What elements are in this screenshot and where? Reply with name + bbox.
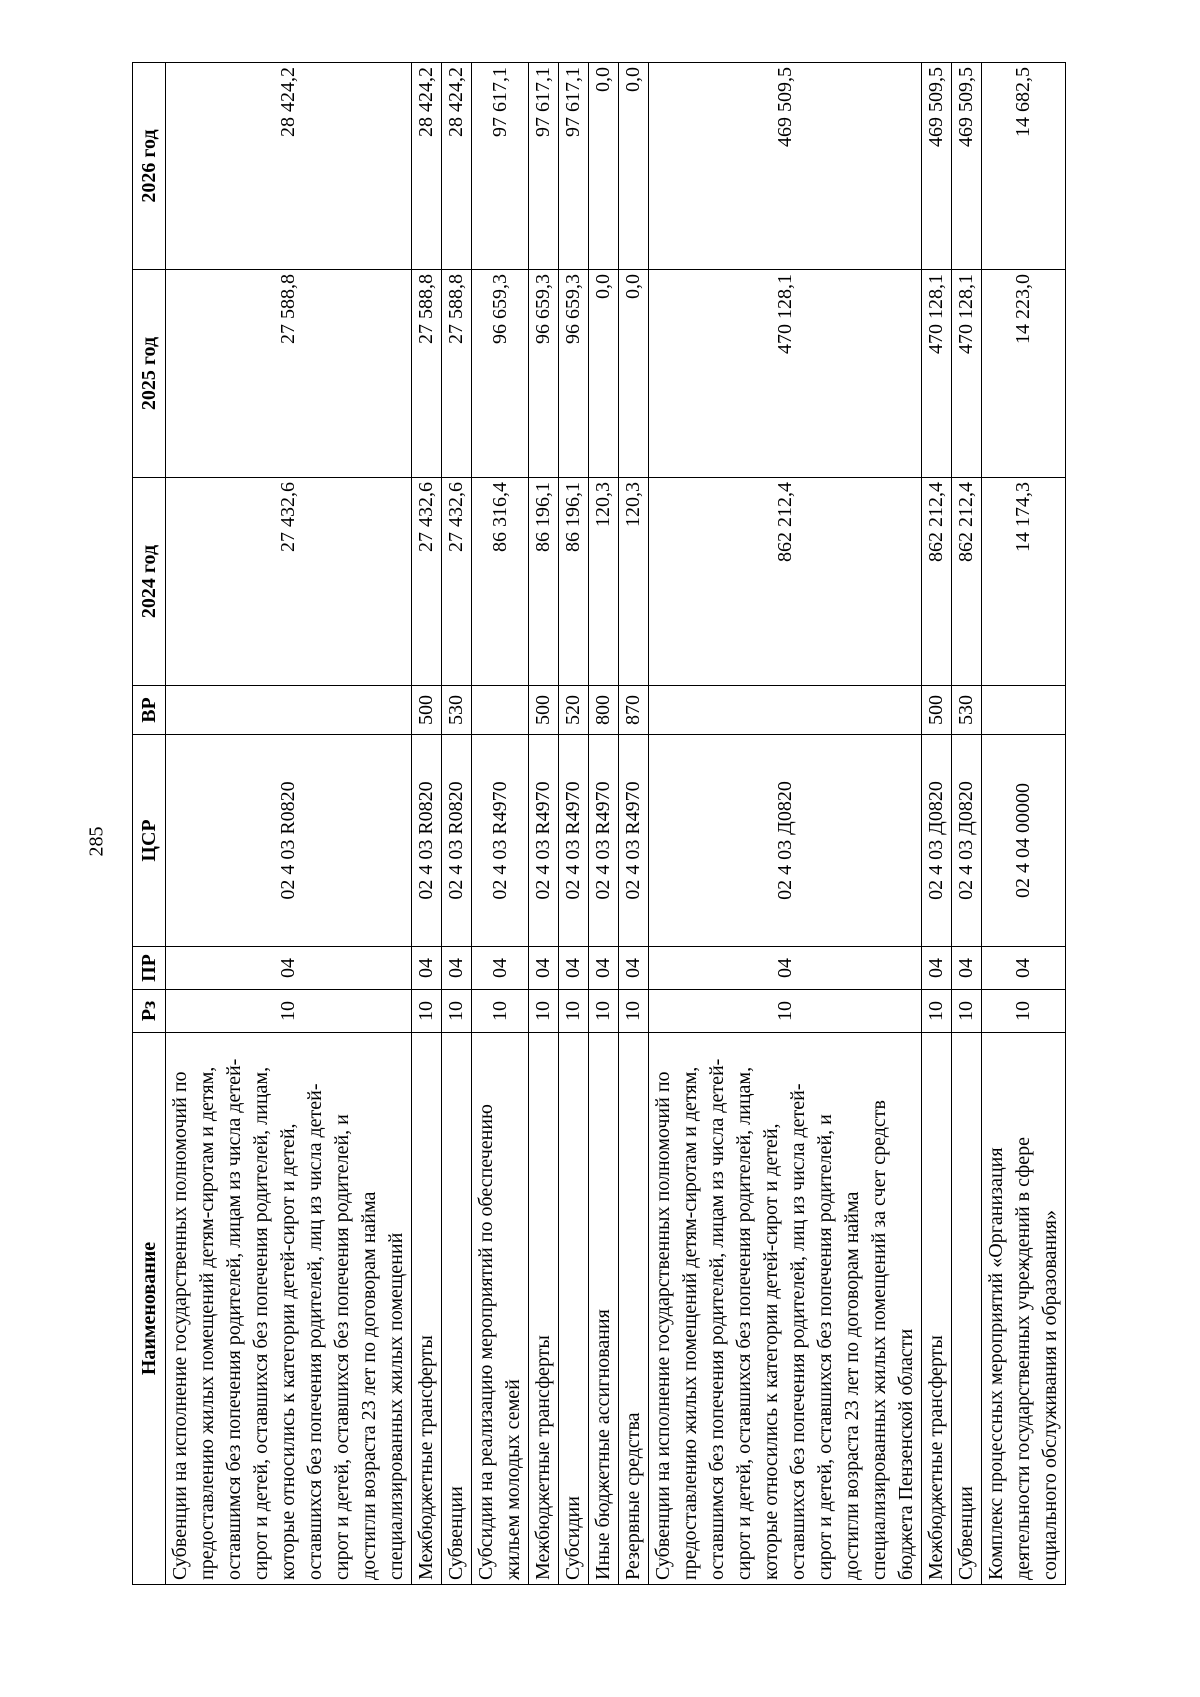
cell-rz: 10: [619, 990, 649, 1033]
cell-2025: 96 659,3: [529, 270, 559, 478]
cell-name: Субвенции: [952, 1033, 982, 1585]
cell-vr: 870: [619, 686, 649, 735]
cell-2025: 14 223,0: [982, 270, 1066, 478]
cell-2025: 470 128,1: [952, 270, 982, 478]
cell-pr: 04: [589, 947, 619, 990]
cell-2025: 470 128,1: [922, 270, 952, 478]
cell-csr: 02 4 03 R4970: [529, 735, 559, 947]
table-row: [922, 63, 952, 1585]
cell-2026: 28 424,2: [442, 63, 472, 270]
cell-vr: 520: [559, 686, 589, 735]
table-row: [529, 63, 559, 1585]
header-rz: Рз: [133, 990, 166, 1033]
cell-csr: 02 4 03 R0820: [442, 735, 472, 947]
cell-2024: 27 432,6: [442, 478, 472, 686]
cell-name: Субсидии на реализацию мероприятий по обеспечению жильем молодых семей: [472, 1033, 529, 1585]
cell-rz: 10: [559, 990, 589, 1033]
table-row: [589, 63, 619, 1585]
cell-name: Субвенции на исполнение государственных полномочий по предоставлению жилых помещений детям-сиротам и детям, оставшимся без попечения родителей, лицам из числа детей-сирот и детей, оставшихся без попечения родителей, лицам, которые относились к категории детей-сирот и детей, оставшихся без попечения родителей, лиц из числа детей-сирот и детей, оставшихся без попечения родителей, и достигли возраста 23 лет по договорам найма специализированных жилых помещений: [166, 1033, 412, 1585]
cell-2024: 862 212,4: [952, 478, 982, 686]
table-row: [166, 63, 412, 1585]
cell-csr: 02 4 03 Д0820: [952, 735, 982, 947]
cell-pr: 04: [649, 947, 922, 990]
cell-vr: 530: [952, 686, 982, 735]
budget-table: [132, 62, 1066, 1585]
page-number: 285: [85, 826, 108, 857]
rotated-page-content: [132, 63, 1070, 1585]
cell-name: Субвенции на исполнение государственных полномочий по предоставлению жилых помещений детям-сиротам и детям, оставшимся без попечения родителей, лицам из числа детей-сирот и детей, оставшихся без попечения родителей, лицам, которые относились к категории детей-сирот и детей, оставшихся без попечения родителей, лиц из числа детей-сирот и детей, оставшихся без попечения родителей, и достигли возраста 23 лет по договорам найма специализированных жилых помещений за счет средств бюджета Пензенской области: [649, 1033, 922, 1585]
cell-csr: 02 4 04 00000: [982, 735, 1066, 947]
header-name: Наименование: [133, 1033, 166, 1585]
cell-rz: 10: [442, 990, 472, 1033]
cell-name: Межбюджетные трансферты: [922, 1033, 952, 1585]
cell-2026: 97 617,1: [529, 63, 559, 270]
cell-2026: 97 617,1: [559, 63, 589, 270]
cell-2024: 27 432,6: [166, 478, 412, 686]
cell-2025: 470 128,1: [649, 270, 922, 478]
cell-pr: 04: [412, 947, 442, 990]
cell-rz: 10: [649, 990, 922, 1033]
table-row: [952, 63, 982, 1585]
cell-2025: 27 588,8: [412, 270, 442, 478]
cell-vr: [649, 686, 922, 735]
cell-rz: 10: [589, 990, 619, 1033]
cell-2025: 96 659,3: [559, 270, 589, 478]
table-row: [982, 63, 1066, 1585]
cell-csr: 02 4 03 R0820: [412, 735, 442, 947]
cell-pr: 04: [166, 947, 412, 990]
cell-csr: 02 4 03 R4970: [472, 735, 529, 947]
cell-name: Межбюджетные трансферты: [412, 1033, 442, 1585]
cell-2024: 86 316,4: [472, 478, 529, 686]
cell-2026: 28 424,2: [166, 63, 412, 270]
cell-pr: 04: [529, 947, 559, 990]
cell-2024: 120,3: [589, 478, 619, 686]
cell-csr: 02 4 03 Д0820: [922, 735, 952, 947]
cell-2024: 86 196,1: [559, 478, 589, 686]
header-csr: ЦСР: [133, 735, 166, 947]
cell-name: Субсидии: [559, 1033, 589, 1585]
cell-vr: 500: [529, 686, 559, 735]
cell-vr: 530: [442, 686, 472, 735]
cell-2025: 27 588,8: [442, 270, 472, 478]
table-row: [442, 63, 472, 1585]
cell-2026: 469 509,5: [952, 63, 982, 270]
cell-rz: 10: [982, 990, 1066, 1033]
table-row: [412, 63, 442, 1585]
cell-pr: 04: [982, 947, 1066, 990]
cell-2024: 862 212,4: [649, 478, 922, 686]
cell-pr: 04: [559, 947, 589, 990]
cell-rz: 10: [412, 990, 442, 1033]
cell-vr: [472, 686, 529, 735]
cell-csr: 02 4 03 R4970: [619, 735, 649, 947]
cell-pr: 04: [922, 947, 952, 990]
table-row: [619, 63, 649, 1585]
cell-2024: 14 174,3: [982, 478, 1066, 686]
header-2024: 2024 год: [133, 478, 166, 686]
cell-csr: 02 4 03 R4970: [589, 735, 619, 947]
cell-2024: 862 212,4: [922, 478, 952, 686]
cell-vr: [982, 686, 1066, 735]
cell-2024: 27 432,6: [412, 478, 442, 686]
cell-2024: 120,3: [619, 478, 649, 686]
cell-vr: 500: [922, 686, 952, 735]
cell-vr: 500: [412, 686, 442, 735]
cell-pr: 04: [619, 947, 649, 990]
cell-csr: 02 4 03 Д0820: [649, 735, 922, 947]
table-header-row: [133, 63, 166, 1585]
cell-2026: 0,0: [589, 63, 619, 270]
cell-name: Резервные средства: [619, 1033, 649, 1585]
cell-rz: 10: [529, 990, 559, 1033]
cell-rz: 10: [922, 990, 952, 1033]
cell-2026: 14 682,5: [982, 63, 1066, 270]
header-2026: 2026 год: [133, 63, 166, 270]
cell-pr: 04: [952, 947, 982, 990]
cell-name: Субвенции: [442, 1033, 472, 1585]
cell-2026: 469 509,5: [922, 63, 952, 270]
table-row: [649, 63, 922, 1585]
cell-pr: 04: [442, 947, 472, 990]
cell-csr: 02 4 03 R4970: [559, 735, 589, 947]
cell-pr: 04: [472, 947, 529, 990]
table-row: [559, 63, 589, 1585]
cell-2025: 27 588,8: [166, 270, 412, 478]
cell-vr: 800: [589, 686, 619, 735]
cell-name: Межбюджетные трансферты: [529, 1033, 559, 1585]
cell-vr: [166, 686, 412, 735]
cell-2024: 86 196,1: [529, 478, 559, 686]
header-vr: ВР: [133, 686, 166, 735]
header-pr: ПР: [133, 947, 166, 990]
cell-rz: 10: [472, 990, 529, 1033]
cell-name: Комплекс процессных мероприятий «Организация деятельности государственных учреждений в сфере социального обслуживания и образования»: [982, 1033, 1066, 1585]
cell-2025: 0,0: [619, 270, 649, 478]
cell-2026: 28 424,2: [412, 63, 442, 270]
cell-rz: 10: [952, 990, 982, 1033]
header-2025: 2025 год: [133, 270, 166, 478]
cell-rz: 10: [166, 990, 412, 1033]
cell-2025: 96 659,3: [472, 270, 529, 478]
table-row: [472, 63, 529, 1585]
cell-2025: 0,0: [589, 270, 619, 478]
cell-2026: 469 509,5: [649, 63, 922, 270]
cell-2026: 0,0: [619, 63, 649, 270]
cell-name: Иные бюджетные ассигнования: [589, 1033, 619, 1585]
cell-csr: 02 4 03 R0820: [166, 735, 412, 947]
cell-2026: 97 617,1: [472, 63, 529, 270]
